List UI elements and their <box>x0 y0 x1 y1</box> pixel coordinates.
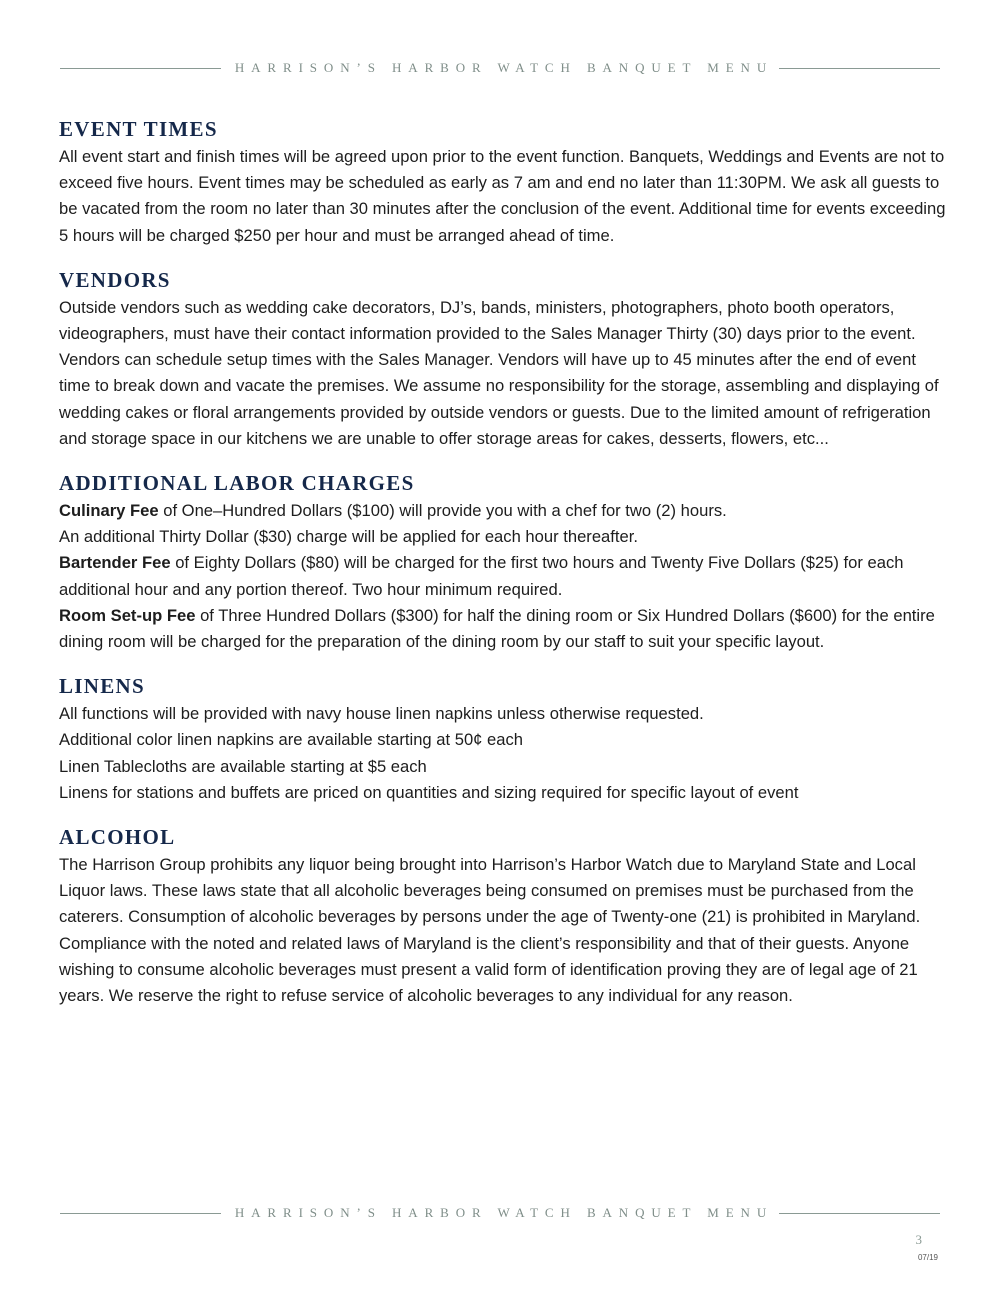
page-number: 3 <box>915 1232 922 1247</box>
footer-banner-text: HARRISON’S HARBOR WATCH BANQUET MENU <box>234 1205 774 1220</box>
culinary-fee-extra: An additional Thirty Dollar ($30) charge will be applied for each hour thereafter. <box>59 527 638 547</box>
footer-banner <box>60 1205 940 1221</box>
header-rule-right <box>779 68 940 69</box>
linens-line: Linen Tablecloths are available starting at $5 each <box>59 756 427 776</box>
section-vendors <box>59 267 949 452</box>
vendors-heading: VENDORS <box>59 267 171 292</box>
section-linens <box>59 673 949 806</box>
header-rule-left <box>60 68 221 69</box>
culinary-fee-label: Culinary Fee <box>59 501 159 521</box>
bartender-fee-label: Bartender Fee <box>59 553 171 573</box>
labor-charges-heading: ADDITIONAL LABOR CHARGES <box>59 471 415 496</box>
room-setup-fee-text: of Three Hundred Dollars ($300) for half the dining room or Six Hundred Dollars ($600) for the entire dining room will be charged for the preparation of the dining room by our staff to suit your specific layout. <box>59 605 935 652</box>
section-labor-charges <box>59 470 949 655</box>
room-setup-fee-label: Room Set-up Fee <box>59 605 196 625</box>
section-event-times <box>59 116 949 249</box>
event-times-body: All event start and finish times will be agreed upon prior to the event function. Banquets, Weddings and Events are not to exceed five hours. Event times may be scheduled as early as 7 am and end no later than 11:30PM. We ask all guests to be vacated from the room no later than 30 minutes after the conclusion of the event. Additional time for events exceeding 5 hours will be charged $250 per hour and must be arranged ahead of time. <box>59 147 946 245</box>
footer-rule-left <box>60 1213 221 1214</box>
header-banner-text: HARRISON’S HARBOR WATCH BANQUET MENU <box>234 60 774 75</box>
bartender-fee-line <box>59 550 949 602</box>
linens-line: Linens for stations and buffets are priced on quantities and sizing required for specific layout of event <box>59 782 799 802</box>
culinary-fee-line <box>59 498 949 524</box>
room-setup-fee-line <box>59 603 949 655</box>
event-times-heading: EVENT TIMES <box>59 117 218 141</box>
linens-heading: LINENS <box>59 674 145 699</box>
bartender-fee-text: of Eighty Dollars ($80) will be charged for the first two hours and Twenty Five Dollars ($25) for each additional hour and any portion thereof. Two hour minimum required. <box>59 553 904 599</box>
culinary-fee-text: of One–Hundred Dollars ($100) will provide you with a chef for two (2) hours. <box>158 501 727 521</box>
footer-rule-right <box>779 1213 940 1214</box>
vendors-body: Outside vendors such as wedding cake decorators, DJ’s, bands, ministers, photographers, photo booth operators, videographers, must have their contact information provided to the Sales Manager Thirty (30) days prior to the event. Vendors can schedule setup times with the Sales Manager. Vendors will have up to 45 minutes after the end of event time to break down and vacate the premises. We assume no responsibility for the storage, assembling and displaying of wedding cakes or floral arrangements provided by outside vendors or guests. Due to the limited amount of refrigeration and storage space in our kitchens we are unable to offer storage areas for cakes, desserts, flowers, etc... <box>59 297 939 448</box>
alcohol-body: The Harrison Group prohibits any liquor being brought into Harrison’s Harbor Watch due to Maryland State and Local Liquor laws. These laws state that all alcoholic beverages being consumed on premises must be purchased from the caterers. Consumption of alcoholic beverages by persons under the age of Twenty-one (21) is prohibited in Maryland. Compliance with the noted and related laws of Maryland is the client’s responsibility and that of their guests. Anyone wishing to consume alcoholic beverages must present a valid form of identification proving they are of legal age of 21 years. We reserve the right to refuse service of alcoholic beverages to any individual for any reason. <box>59 855 921 1006</box>
section-alcohol <box>59 824 949 1009</box>
linens-line: Additional color linen napkins are available starting at 50¢ each <box>59 730 524 750</box>
menu-content <box>59 116 949 1027</box>
alcohol-heading: ALCOHOL <box>59 825 176 850</box>
linens-line: All functions will be provided with navy house linen napkins unless otherwise requested. <box>59 704 704 724</box>
revision-date: 07/19 <box>917 1253 938 1262</box>
header-banner <box>60 60 940 76</box>
